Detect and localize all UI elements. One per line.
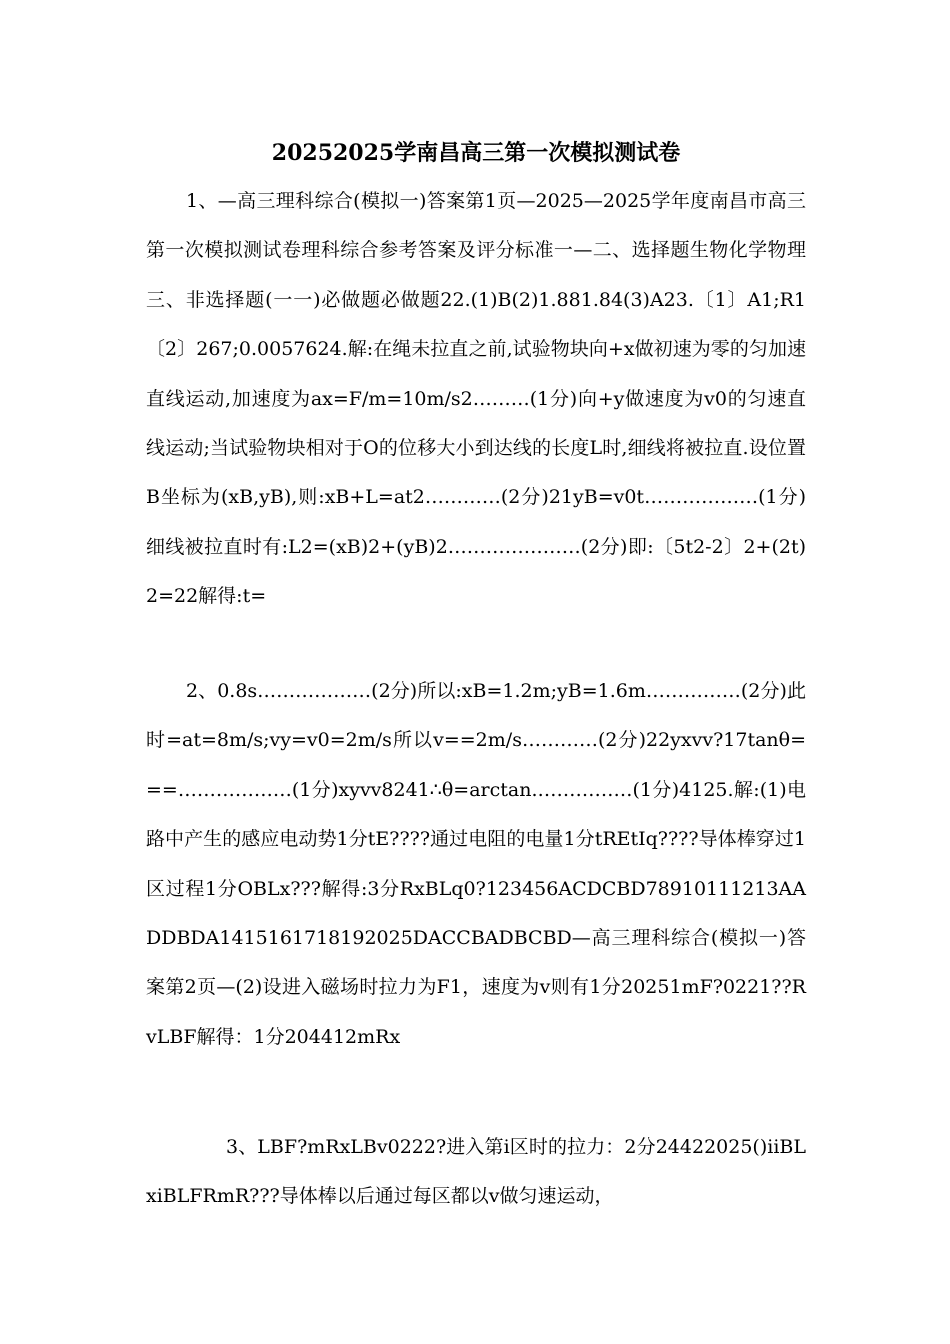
document-title: 20252025学南昌高三第一次模拟测试卷 — [271, 140, 681, 166]
paragraph-1: 1、—高三理科综合(模拟一)答案第1页—2025—2025学年度南昌市高三第一次模拟测试卷理科综合参考答案及评分标准一—二、选择题生物化学物理三、非选择题(一一)必做题必做题22.(1)B(2)1.881.84(3)A23.〔1〕A1;R1〔2〕267;0.0057624.解:在绳未拉直之前,试验物块向+x做初速为零的匀加速直线运动,加速度为ax=F/m=10m/s2………(1分)向+y做速度为v0的匀速直线运动;当试验物块相对于O的位移大小到达线的长度L时,细线将被拉直.设位置B坐标为(xB,yB),则:xB+L=at2…………(2分)21yB=v0t………………(1分)细线被拉直时有:L2=(xB)2+(yB)2…………………(2分)即:〔5t2-2〕2+(2t)2=22解得:t= — [146, 190, 806, 608]
paragraph-3: 3、LBF?mRxLBv0222?进入第i区时的拉力：2分24422025()iiBLxiBLFRmR???导体棒以后通过每区都以v做匀速运动， — [146, 1136, 806, 1208]
paragraph-2: 2、0.8s………………(2分)所以:xB=1.2m;yB=1.6m……………(2分)此时=at=8m/s;vy=v0=2m/s所以v==2m/s…………(2分)22yxvv?17tanθ===………………(1分)xyvv8241∴θ=arctan.……………(1分)4125.解:(1)电路中产生的感应电动势1分tE????通过电阻的电量1分tREtIq????导体棒穿过1区过程1分OBLx???解得:3分RxBLq0?123456ACDCBD78910111213AADDBDA1415161718192025DACCBADBCBD—高三理科综合(模拟一)答案第2页—(2)设进入磁场时拉力为F1，速度为v则有1分20251mF?0221??RvLBF解得：1分204412mRx — [146, 680, 806, 1048]
